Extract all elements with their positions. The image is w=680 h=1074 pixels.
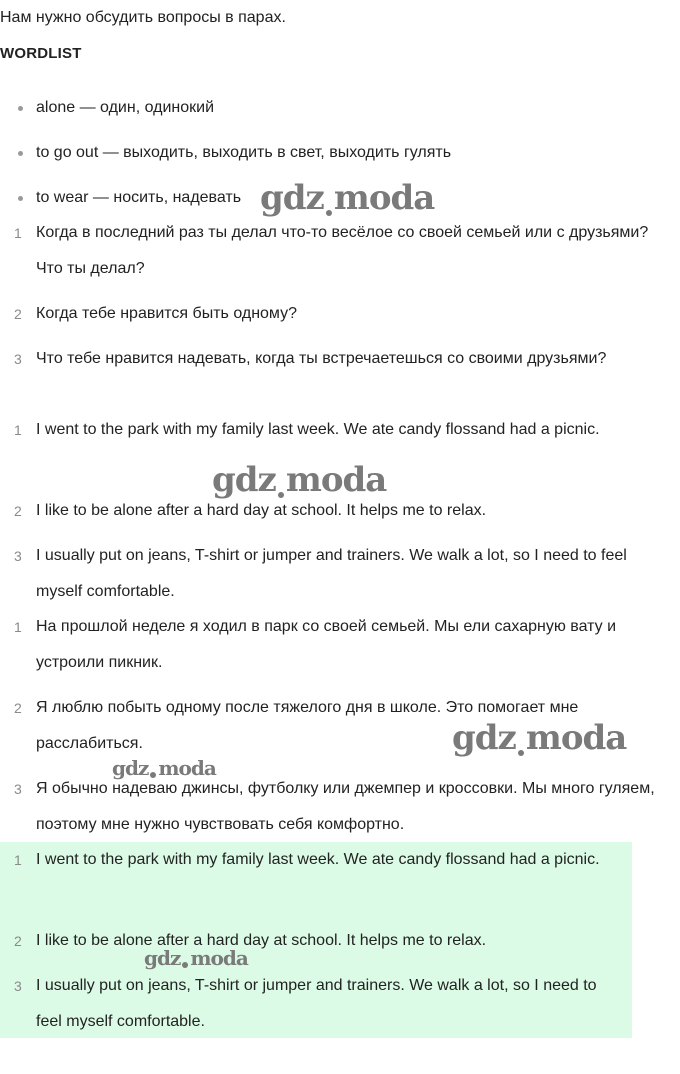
answer-item bbox=[14, 609, 676, 681]
bullet-icon bbox=[18, 196, 23, 201]
watermark: gdz moda bbox=[212, 460, 387, 500]
watermark: gdz moda bbox=[452, 718, 627, 758]
item-number: 1 bbox=[14, 852, 22, 868]
item-number: 3 bbox=[14, 351, 22, 367]
item-number: 3 bbox=[14, 548, 22, 564]
question-text: Когда в последний раз ты делал что-то весёлое со своей семьей или с друзьями? Что ты делал? bbox=[36, 224, 649, 277]
answer-item bbox=[14, 412, 676, 448]
wordlist-item bbox=[36, 143, 451, 163]
wordlist-item bbox=[36, 98, 214, 118]
item-number: 2 bbox=[14, 306, 22, 322]
answer-text: I like to be alone after a hard day at school. It helps me to relax. bbox=[36, 932, 487, 949]
item-number: 3 bbox=[14, 978, 22, 994]
answer-item bbox=[14, 493, 676, 529]
answer-text: I went to the park with my family last week. We ate candy flossand had a picnic. bbox=[36, 421, 600, 438]
answer-item bbox=[14, 968, 616, 1040]
item-number: 2 bbox=[14, 503, 22, 519]
wordlist-heading: WORDLIST bbox=[0, 45, 82, 62]
answer-text: I like to be alone after a hard day at school. It helps me to relax. bbox=[36, 502, 487, 519]
answer-item bbox=[14, 923, 626, 959]
answer-item bbox=[14, 771, 676, 843]
answer-text: I usually put on jeans, T-shirt or jumper and trainers. We walk a lot, so I need to feel myself comfortable. bbox=[36, 547, 627, 600]
wordlist-item-text: to go out — выходить, выходить в свет, выходить гулять bbox=[36, 144, 452, 161]
watermark: gdz moda bbox=[144, 946, 248, 970]
intro-text: Нам нужно обсудить вопросы в парах. bbox=[0, 9, 286, 26]
item-number: 1 bbox=[14, 619, 22, 635]
answer-text: Я обычно надеваю джинсы, футболку или джемпер и кроссовки. Мы много гуляем, поэтому мне нужно чувствовать себя комфортно. bbox=[36, 780, 655, 833]
question-item bbox=[14, 215, 676, 287]
item-number: 2 bbox=[14, 933, 22, 949]
answer-text: I went to the park with my family last week. We ate candy flossand had a picnic. bbox=[36, 851, 600, 868]
bullet-icon bbox=[18, 151, 23, 156]
answer-item bbox=[14, 842, 626, 878]
question-text: Что тебе нравится надевать, когда ты встречаетешься со своими друзьями? bbox=[36, 350, 607, 367]
item-number: 2 bbox=[14, 700, 22, 716]
watermark: gdz moda bbox=[260, 178, 435, 218]
question-item bbox=[14, 341, 676, 377]
answer-item bbox=[14, 538, 676, 610]
wordlist-item bbox=[36, 188, 241, 208]
wordlist-item-text: alone — один, одинокий bbox=[36, 99, 215, 116]
item-number: 3 bbox=[14, 781, 22, 797]
answer-text: I usually put on jeans, T-shirt or jumper and trainers. We walk a lot, so I need to feel myself comfortable. bbox=[36, 977, 597, 1030]
answer-text: Я люблю побыть одному после тяжелого дня в школе. Это помогает мне расслабиться. bbox=[36, 699, 579, 752]
wordlist-item-text: to wear — носить, надевать bbox=[36, 189, 242, 206]
question-item bbox=[14, 296, 676, 332]
item-number: 1 bbox=[14, 422, 22, 438]
watermark: gdz moda bbox=[112, 756, 216, 780]
answer-text: На прошлой неделе я ходил в парк со своей семьей. Мы ели сахарную вату и устроили пикник. bbox=[36, 618, 617, 671]
bullet-icon bbox=[18, 106, 23, 111]
question-text: Когда тебе нравится быть одному? bbox=[36, 305, 298, 322]
item-number: 1 bbox=[14, 225, 22, 241]
answer-item bbox=[14, 690, 676, 762]
